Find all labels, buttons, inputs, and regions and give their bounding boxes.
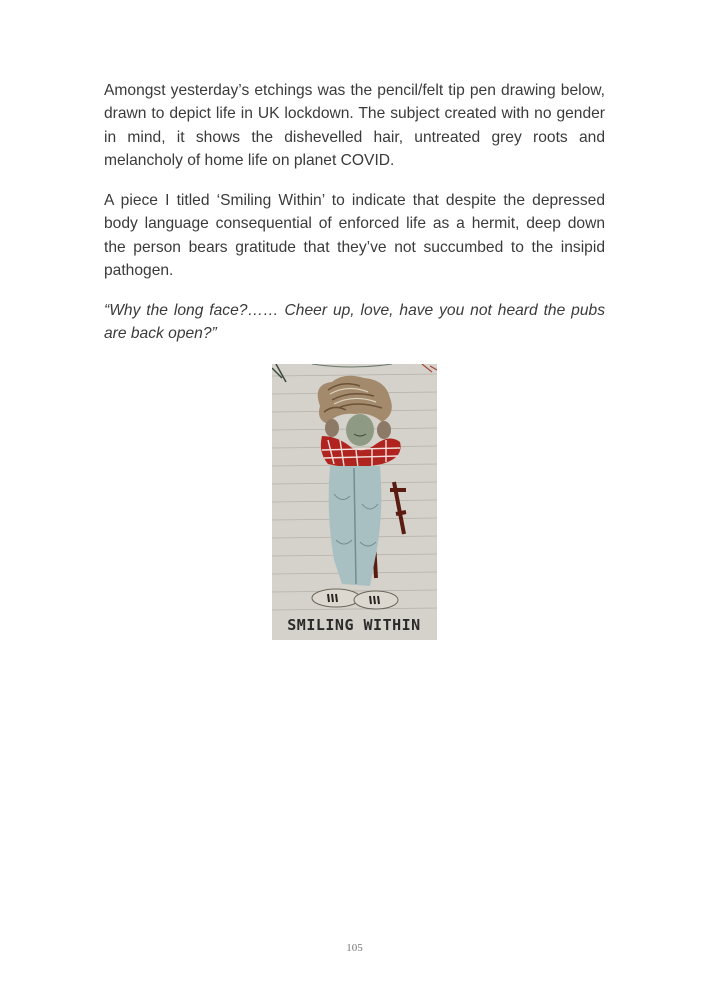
body-paragraph-2: A piece I titled ‘Smiling Within’ to indicate that despite the depressed body language consequential of enforced life as a hermit, deep down the person bears gratitude that they’ve not succumbed to the insipid pathogen. [104, 192, 605, 279]
page-number: 105 [346, 942, 363, 954]
drawing-caption: SMILING WITHIN [287, 616, 421, 634]
smiling-within-drawing [272, 364, 437, 640]
quote-paragraph: “Why the long face?…… Cheer up, love, have you not heard the pubs are back open?” [104, 302, 605, 343]
body-paragraph-1: Amongst yesterday’s etchings was the pencil/felt tip pen drawing below, drawn to depict life in UK lockdown. The subject created with no gender in mind, it shows the dishevelled hair, untreated grey roots and melancholy of home life on planet COVID. [104, 82, 605, 169]
